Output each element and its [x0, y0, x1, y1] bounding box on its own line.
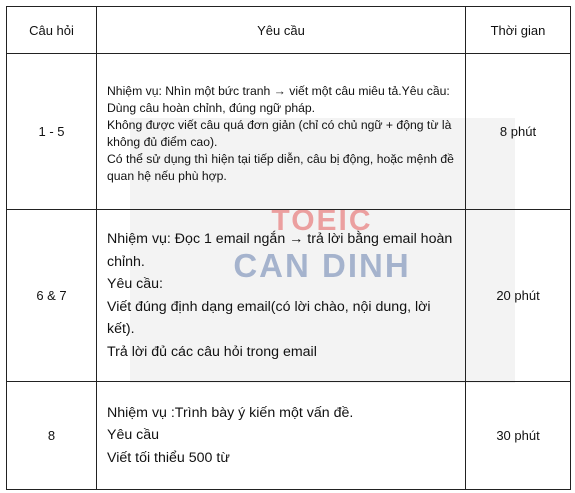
table-row: [7, 382, 571, 490]
requirement-line: Có thể sử dụng thì hiện tại tiếp diễn, câu bị động, hoặc mệnh đề quan hệ nếu phù hợp.: [107, 151, 454, 183]
table-row: [7, 210, 571, 382]
requirement-line: Nhiệm vụ: Đọc 1 email ngắn → trả lời bằng email hoàn chỉnh.: [107, 231, 453, 270]
header-time: Thời gian: [466, 7, 571, 54]
time-limit: 20 phút: [466, 210, 571, 382]
requirement-line: Trả lời đủ các câu hỏi trong email: [107, 343, 317, 360]
requirement-cell: [97, 54, 466, 210]
question-number: 8: [7, 382, 97, 490]
requirement-line: Viết đúng định dạng email(có lời chào, nội dung, lời kết).: [107, 298, 431, 337]
requirement-line: Không được viết câu quá đơn giản (chỉ có chủ ngữ + động từ là không đủ điểm cao).: [107, 117, 452, 149]
time-limit: 8 phút: [466, 54, 571, 210]
header-question: Câu hỏi: [7, 7, 97, 54]
question-number: 1 - 5: [7, 54, 97, 210]
header-requirement: Yêu cầu: [97, 7, 466, 54]
requirement-cell: [97, 382, 466, 490]
requirement-line: Dùng câu hoàn chỉnh, đúng ngữ pháp.: [107, 100, 316, 115]
watermark-logo-can-dinh: CAN DINH: [233, 247, 411, 284]
requirement-line: Nhiệm vụ: Nhìn một bức tranh → viết một câu miêu tả.Yêu cầu:: [107, 83, 450, 98]
requirement-line: Viết tối thiểu 500 từ: [107, 449, 230, 466]
requirements-table: [6, 6, 571, 490]
requirement-line: Nhiệm vụ :Trình bày ý kiến một vấn đề.: [107, 404, 354, 421]
watermark-logo-toeic: TOEIC: [271, 204, 373, 237]
time-limit: 30 phút: [466, 382, 571, 490]
requirement-line: Yêu cầu: [107, 427, 160, 444]
table-row: [7, 54, 571, 210]
requirement-line: Yêu cầu:: [107, 276, 164, 292]
question-number: 6 & 7: [7, 210, 97, 382]
table-header-row: [7, 7, 571, 54]
requirement-cell: [97, 210, 466, 382]
